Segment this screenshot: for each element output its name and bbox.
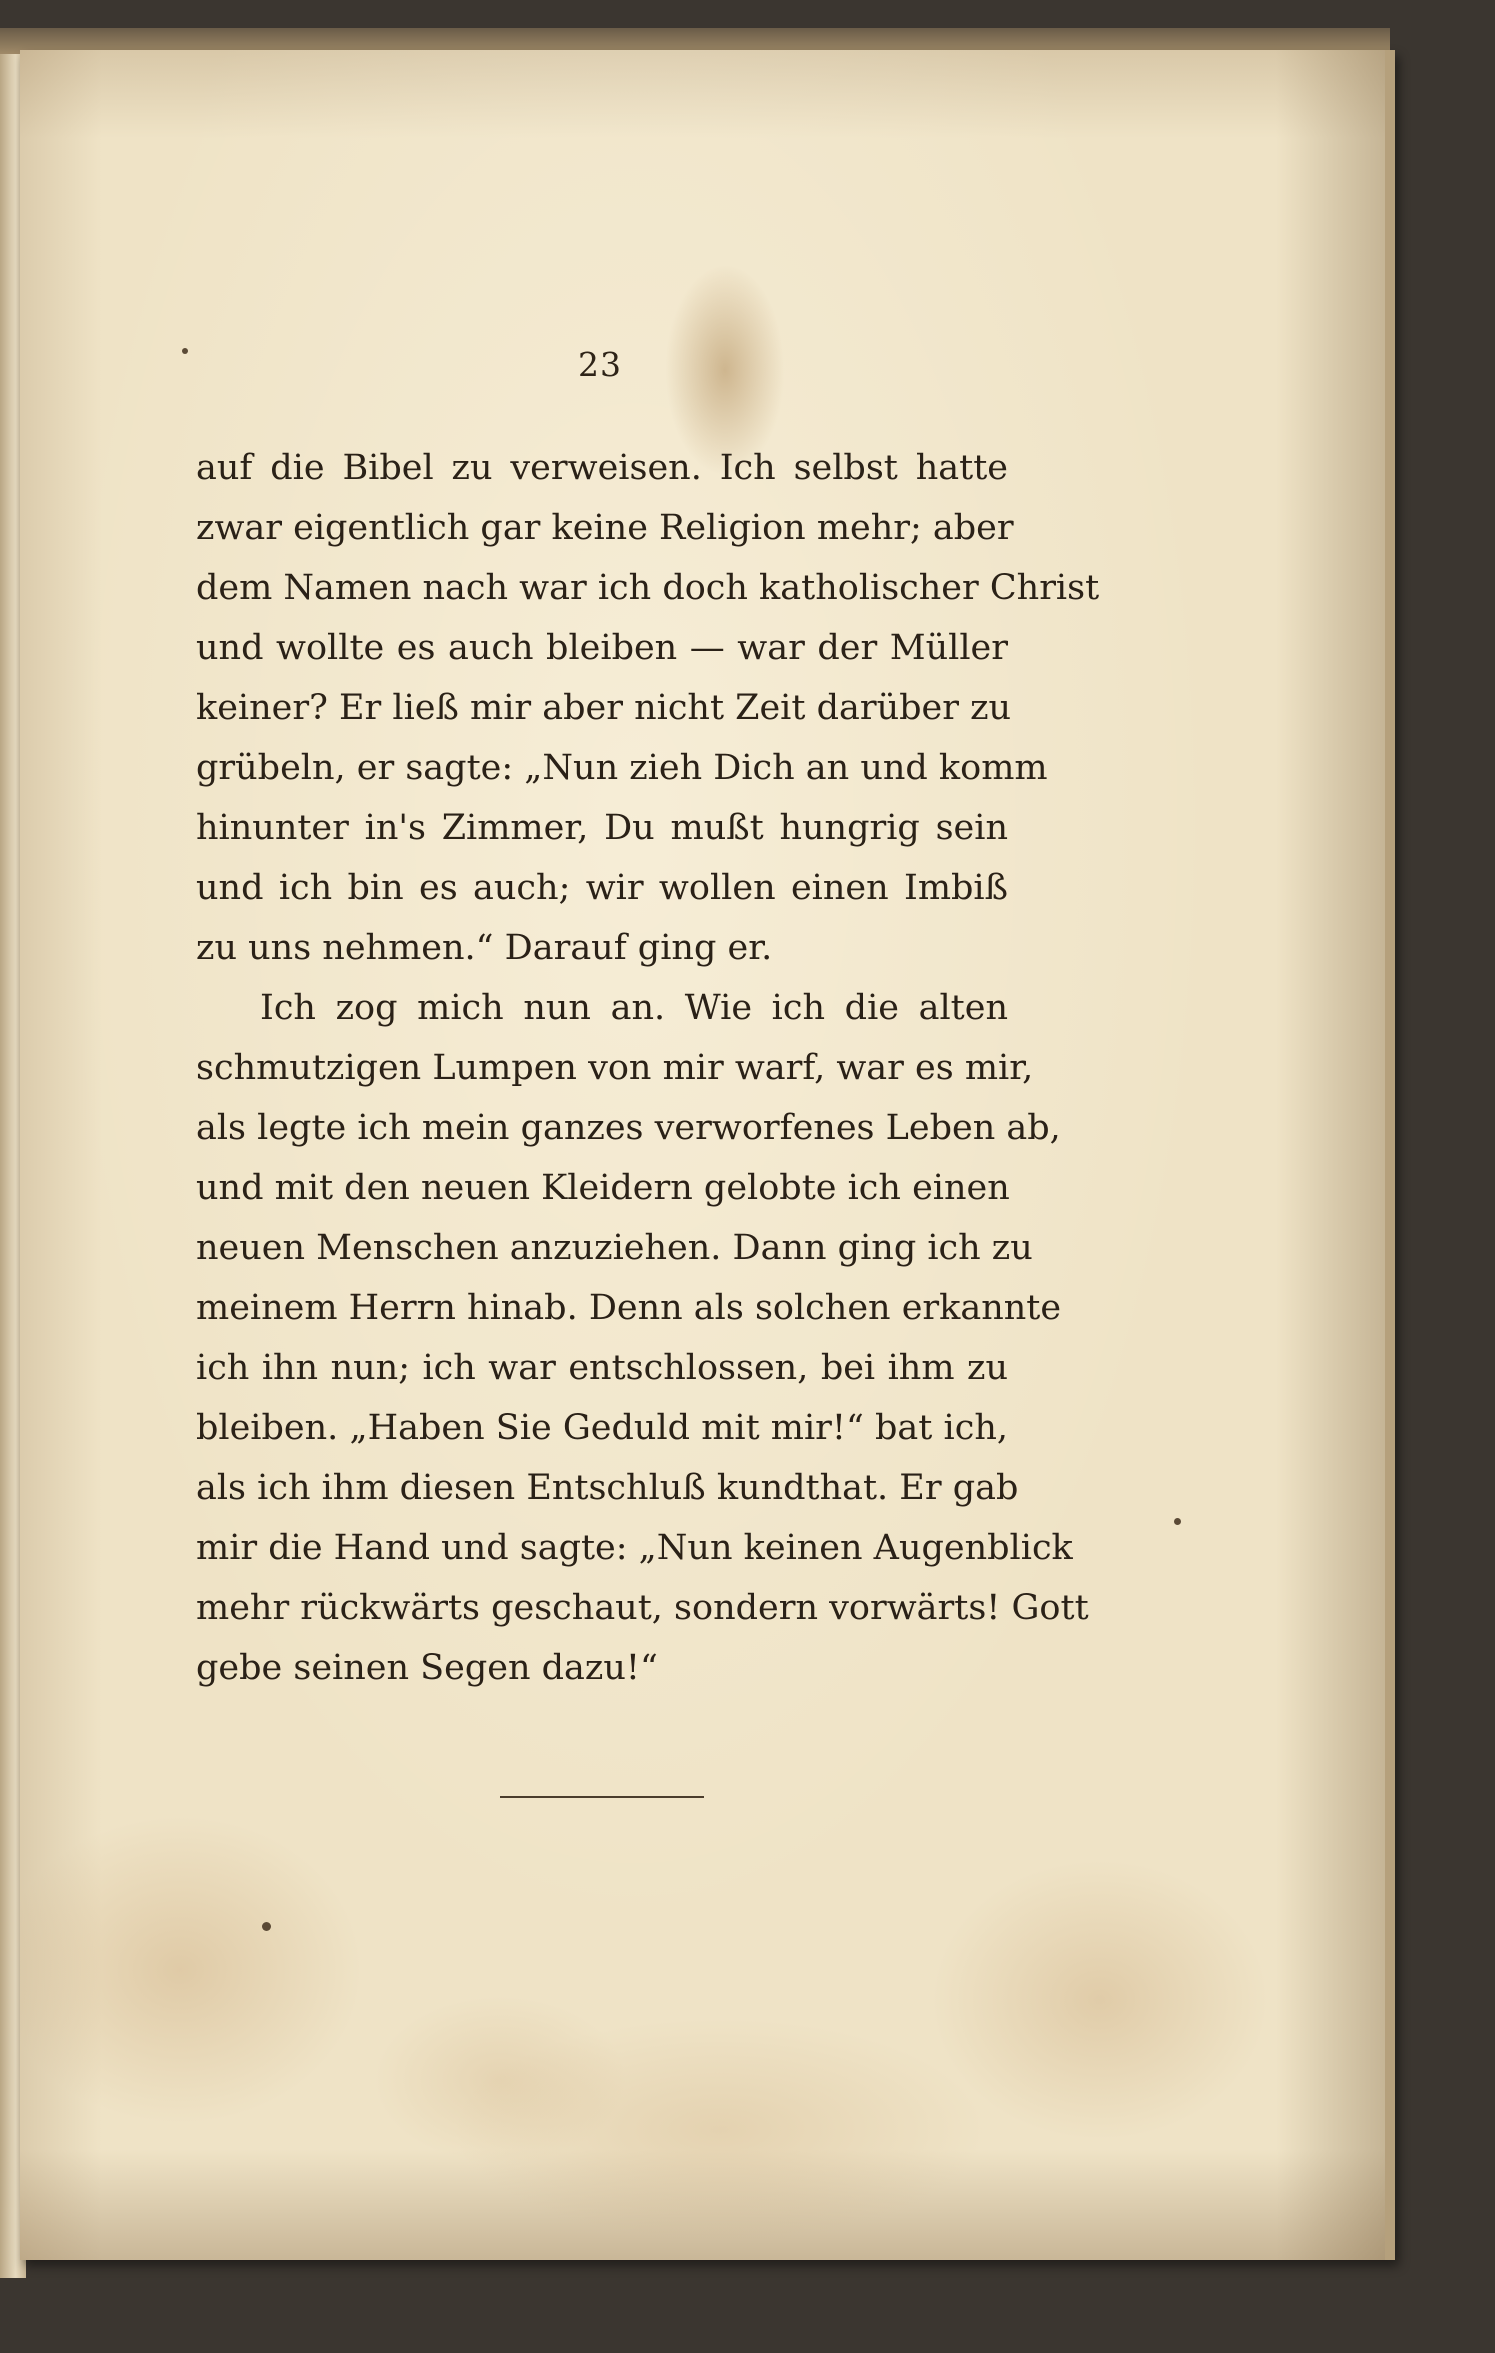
text-line: Ich zog mich nun an. Wie ich die alten — [260, 988, 1008, 1028]
text-line: schmutzigen Lumpen von mir warf, war es mir, — [196, 1048, 1034, 1088]
text-line: und mit den neuen Kleidern gelobte ich einen — [196, 1168, 1010, 1208]
text-line: gebe seinen Segen dazu!“ — [196, 1648, 658, 1688]
ink-speck — [182, 348, 188, 354]
text-line: ich ihn nun; ich war entschlossen, bei ihm zu — [196, 1348, 1008, 1388]
ink-speck — [262, 1922, 271, 1931]
text-line: mehr rückwärts geschaut, sondern vorwärts! Gott — [196, 1588, 1089, 1628]
ink-speck — [1174, 1518, 1181, 1525]
text-line: und ich bin es auch; wir wollen einen Imbiß — [196, 868, 1008, 908]
text-line: zwar eigentlich gar keine Religion mehr; aber — [196, 508, 1014, 548]
text-line: meinem Herrn hinab. Denn als solchen erkannte — [196, 1288, 1062, 1328]
text-line: zu uns nehmen.“ Darauf ging er. — [196, 928, 773, 968]
text-line: hinunter in's Zimmer, Du mußt hungrig sein — [196, 808, 1008, 848]
text-line: keiner? Er ließ mir aber nicht Zeit darüber zu — [196, 688, 1012, 728]
text-line: grübeln, er sagte: „Nun zieh Dich an und komm — [196, 748, 1048, 788]
page-number: 23 — [578, 345, 622, 384]
text-line: neuen Menschen anzuziehen. Dann ging ich zu — [196, 1228, 1033, 1268]
text-line: als ich ihm diesen Entschluß kundthat. Er gab — [196, 1468, 1019, 1508]
text-line: als legte ich mein ganzes verworfenes Leben ab, — [196, 1108, 1061, 1148]
body-text — [196, 438, 1100, 1698]
chapter-end-rule — [500, 1796, 704, 1798]
text-line: dem Namen nach war ich doch katholischer Christ — [196, 568, 1100, 608]
text-line: mir die Hand und sagte: „Nun keinen Augenblick — [196, 1528, 1073, 1568]
text-line: bleiben. „Haben Sie Geduld mit mir!“ bat ich, — [196, 1408, 1008, 1448]
text-line: und wollte es auch bleiben — war der Müller — [196, 628, 1008, 668]
text-line: auf die Bibel zu verweisen. Ich selbst hatte — [196, 448, 1008, 488]
